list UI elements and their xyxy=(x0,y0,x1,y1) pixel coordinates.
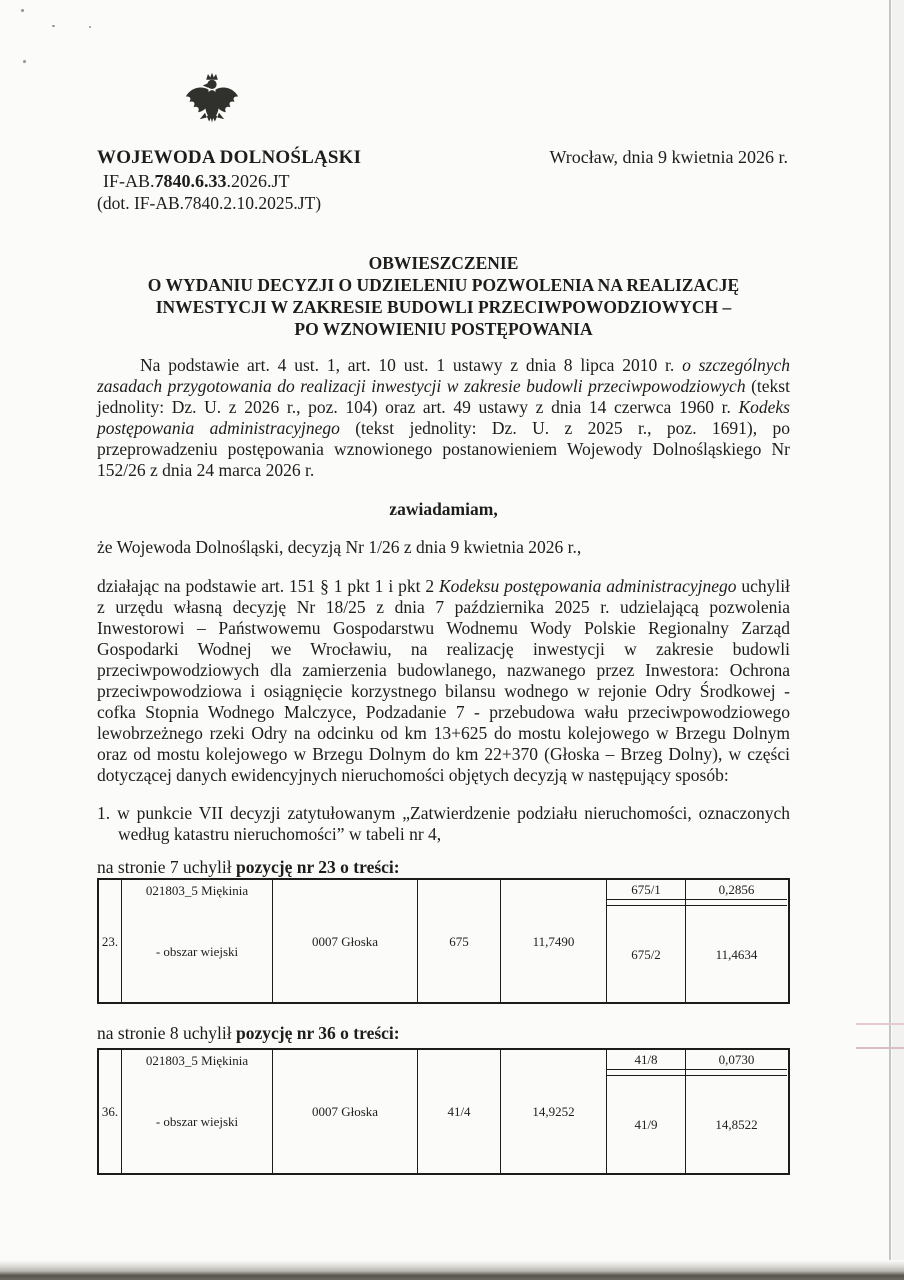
scan-speck xyxy=(23,60,26,63)
scan-bottom-shadow-band xyxy=(0,1260,904,1280)
table-position-23 xyxy=(97,878,790,1004)
paragraph-legal-basis xyxy=(97,355,790,481)
table-cell-subparcel-1: 675/1 xyxy=(607,880,686,900)
scan-faint-pink-line xyxy=(856,1023,904,1025)
decision-text: uchylił z urzędu własną decyzję Nr 18/25 z dnia 7 października 2025 r. udzielającą pozwolenia Inwestorowi – Państwowemu Gospodarstwu Wodnemu Wody Polskie Regionalny Zarząd Gospodarki Wodnej we Wrocławiu, na realizację inwestycji w zakresie budowli przeciwpowodziowych dla zamierzenia budowlanego, nazwanego przez Inwestora: Ochrona przeciwpowodziowa i osiągnięcie korzystnego bilansu wodnego w rejonie Odry Środkowej - cofka Stopnia Wodnego Malczyce, Podzadanie 7 - przebudowa wału przeciwpowodziowego lewobrzeżnego rzeki Odry na odcinku od km 13+625 do mostu kolejowego w Brzegu Dolnym oraz od mostu kolejowego w Brzegu Dolnym do km 22+370 (Głoska – Brzeg Dolny), w części dotyczącej danych ewidencyjnych nieruchomości objętych decyzją w następujący sposób: xyxy=(97,575,790,785)
decision-code-title: Kodeksu postępowania administracyjnego xyxy=(438,575,737,596)
paragraph-decision xyxy=(97,576,790,786)
table-cell-row-number: 23. xyxy=(99,880,122,1002)
legal-basis-text: (tekst jednolity: Dz. U. z 2026 r., poz. 104) oraz art. 49 ustawy z dnia 14 czerwca 1960 r. xyxy=(97,376,790,417)
scan-speck xyxy=(52,25,55,27)
decision-text: działając na podstawie art. 151 § 1 pkt 1 i pkt 2 xyxy=(97,575,439,596)
list-item-number: 1. xyxy=(97,803,111,823)
table-cell-area: 14,9252 xyxy=(501,1050,607,1173)
title-line-2: O WYDANIU DECYZJI O UDZIELENIU POZWOLENIA NA REALIZACJĘ xyxy=(147,275,740,295)
table-cell-subarea-2: 14,8522 xyxy=(686,1075,787,1173)
table2-label xyxy=(97,1023,790,1044)
case-number-suffix: .2026.JT xyxy=(226,171,290,191)
polish-eagle-emblem-icon xyxy=(183,72,241,142)
table-cell-parcel: 41/4 xyxy=(418,1050,501,1173)
legal-basis-text: Na podstawie art. 4 ust. 1, art. 10 ust. 1 ustawy z dnia 8 lipca 2010 r. xyxy=(140,355,683,375)
table-cell-area: 11,7490 xyxy=(501,880,607,1002)
table-cell-subarea-2: 11,4634 xyxy=(686,905,787,1002)
table-cell-precinct: 0007 Głoska xyxy=(273,880,418,1002)
legal-basis-code-title: Kodeks postępowania administracyjnego xyxy=(97,397,790,438)
table-cell-subarea-1: 0,2856 xyxy=(686,880,787,900)
list-item-text: w punkcie VII decyzji zatytułowanym „Zatwierdzenie podziału nieruchomości, oznaczonych według katastru nieruchomości” w tabeli nr 4, xyxy=(117,803,791,844)
table2-label-regular: na stronie 8 uchylił xyxy=(97,1023,237,1043)
paragraph-intro: że Wojewoda Dolnośląski, decyzją Nr 1/26 z dnia 9 kwietnia 2026 r., xyxy=(97,537,582,557)
legal-basis-act-title: o szczególnych zasadach przygotowania do realizacji inwestycji w zakresie budowli przeciwpowodziowych xyxy=(97,355,790,396)
table-position-36 xyxy=(97,1048,790,1175)
table-cell-subarea-1: 0,0730 xyxy=(686,1050,787,1070)
table-cell-parcel: 675 xyxy=(418,880,501,1002)
table-cell-district-name: 021803_5 Miękinia xyxy=(145,882,249,898)
place-and-date: Wrocław, dnia 9 kwietnia 2026 r. xyxy=(549,147,788,167)
case-number-prefix: IF-AB. xyxy=(103,171,155,191)
table1-label xyxy=(97,857,790,878)
table-cell-district xyxy=(122,880,273,1002)
reference-number: (dot. IF-AB.7840.2.10.2025.JT) xyxy=(97,193,322,213)
case-number xyxy=(97,172,790,191)
list-item-1 xyxy=(97,803,790,845)
table-cell-subparcel-2: 675/2 xyxy=(607,905,686,1002)
scan-page-edge-line xyxy=(889,0,891,1280)
table-cell-area-type: - obszar wiejski xyxy=(155,943,239,959)
table-cell-district xyxy=(122,1050,273,1173)
legal-basis-text: (tekst jednolity: Dz. U. z 2025 r., poz. 1691), po przeprowadzeniu postępowania wznowionego postanowieniem Wojewody Dolnośląskiego Nr 152/26 z dnia 24 marca 2026 r. xyxy=(97,418,790,480)
table2-label-bold: pozycję nr 36 o treści: xyxy=(236,1023,400,1043)
letterhead-authority: WOJEWODA DOLNOŚLĄSKI xyxy=(97,147,362,168)
paragraph-zawiadamiam: zawiadamiam, xyxy=(389,498,498,519)
title-line-3: INWESTYCJI W ZAKRESIE BUDOWLI PRZECIWPOWODZIOWYCH – xyxy=(155,297,732,317)
scan-right-background xyxy=(892,0,904,1280)
table-cell-area-type: - obszar wiejski xyxy=(155,1114,239,1129)
scan-faint-pink-line xyxy=(856,1047,904,1049)
case-number-bold: 7840.6.33 xyxy=(154,171,227,191)
document-title xyxy=(97,252,790,340)
document-content xyxy=(97,0,790,1175)
table-cell-district-name: 021803_5 Miękinia xyxy=(145,1052,249,1068)
emblem-row xyxy=(183,72,790,142)
table-cell-row-number: 36. xyxy=(99,1050,122,1173)
title-line-1: OBWIESZCZENIE xyxy=(368,253,519,273)
table1-label-bold: pozycję nr 23 o treści: xyxy=(236,857,400,877)
table-cell-subparcel-2: 41/9 xyxy=(607,1075,686,1173)
table-cell-precinct: 0007 Głoska xyxy=(273,1050,418,1173)
title-line-4: PO WZNOWIENIU POSTĘPOWANIA xyxy=(294,319,593,339)
scan-speck xyxy=(89,26,91,28)
table-cell-subparcel-1: 41/8 xyxy=(607,1050,686,1070)
table1-label-regular: na stronie 7 uchylił xyxy=(97,857,237,877)
scan-speck xyxy=(21,9,24,12)
